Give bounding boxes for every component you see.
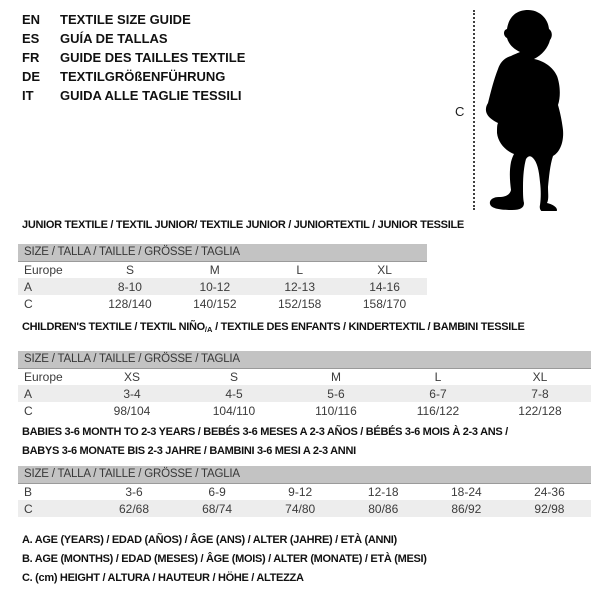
lang-row-en [22,10,245,29]
size-cell: 98/104 [113,403,151,418]
height-marker-line [473,10,475,210]
size-cell: 9-12 [288,484,313,499]
row-label: Europe [24,369,63,384]
babies-size-table [18,466,591,517]
size-cell: 152/158 [277,296,322,311]
language-title-block [22,10,245,105]
table-row [18,261,427,278]
size-cell: 3-6 [125,484,143,499]
table-title-babies [22,423,508,461]
size-cell: 12-13 [284,279,316,294]
size-cell: 6-7 [429,386,447,401]
title-line-2: BABYS 3-6 MONATE BIS 2-3 JAHRE / BAMBINI 3-6 MESI A 2-3 ANNI [22,445,356,457]
height-marker-label: C [455,104,465,119]
lang-row-es [22,29,245,48]
title-text: / TEXTILE DES ENFANTS / KINDERTEXTIL / BAMBINI TESSILE [212,321,525,333]
size-cell: 12-18 [367,484,399,499]
lang-code: ES [22,31,40,46]
lang-label: GUIDE DES TAILLES TEXTILE [60,50,246,65]
lang-label: GUÍA DE TALLAS [60,31,168,46]
lang-label: TEXTILE SIZE GUIDE [60,12,191,27]
legend [22,531,427,588]
size-cell: 140/152 [193,296,237,311]
lang-label: GUIDA ALLE TAGLIE TESSILI [60,88,242,103]
size-cell: 116/122 [416,403,460,418]
table-row [18,278,427,295]
baby-silhouette-icon [482,9,582,211]
size-cell: 128/140 [108,296,152,311]
table-title-children [22,318,525,339]
row-label: C [24,403,33,418]
table-row [18,500,591,517]
row-label: A [24,386,33,401]
size-cell: 7-8 [531,386,549,401]
size-cell: XL [377,262,392,277]
lang-row-fr [22,48,245,67]
size-cell: XS [124,369,141,384]
size-cell: 8-10 [117,279,142,294]
size-cell: XL [532,369,548,384]
size-cell: 6-9 [208,484,226,499]
size-cell: S [229,369,238,384]
size-cell: 158/170 [362,296,407,311]
size-header-bar: SIZE / TALLA / TAILLE / GRÖSSE / TAGLIA [18,351,591,368]
row-label: C [24,296,33,311]
size-cell: 18-24 [450,484,482,499]
size-cell: 68/74 [202,501,233,516]
lang-label: TEXTILGRÖßENFÜHRUNG [60,69,226,84]
size-cell: M [330,369,341,384]
table-row [18,368,591,385]
lang-code: IT [22,88,34,103]
size-cell: L [296,262,303,277]
legend-line-c: C. (cm) HEIGHT / ALTURA / HAUTEUR / HÖHE / ALTEZZA [22,572,304,584]
lang-code: FR [22,50,40,65]
size-cell: S [125,262,134,277]
size-cell: M [209,262,220,277]
row-label: C [24,501,33,516]
title-text: CHILDREN'S TEXTILE / TEXTIL NIÑO [22,321,205,333]
table-row [18,295,427,312]
row-label: A [24,279,33,294]
lang-row-de [22,67,245,86]
height-figure [440,0,600,230]
size-cell: 10-12 [199,279,231,294]
lang-code: EN [22,12,41,27]
table-row [18,385,591,402]
size-cell: 4-5 [225,386,243,401]
legend-line-b: B. AGE (MONTHS) / EDAD (MESES) / ÂGE (MOIS) / ALTER (MONATE) / ETÀ (MESI) [22,553,427,565]
table-title-junior: JUNIOR TEXTILE / TEXTIL JUNIOR/ TEXTILE JUNIOR / JUNIORTEXTIL / JUNIOR TESSILE [22,219,464,231]
title-line-1: BABIES 3-6 MONTH TO 2-3 YEARS / BEBÉS 3-6 MESES A 2-3 AÑOS / BÉBÉS 3-6 MOIS À 2-3 ANS / [22,426,508,438]
row-label: B [24,484,33,499]
row-label: Europe [24,262,63,277]
size-cell: 5-6 [327,386,345,401]
size-cell: 62/68 [119,501,150,516]
size-cell: 74/80 [285,501,316,516]
size-cell: 80/86 [368,501,399,516]
lang-code: DE [22,69,41,84]
size-cell: 104/110 [212,403,256,418]
size-header-bar: SIZE / TALLA / TAILLE / GRÖSSE / TAGLIA [18,244,427,261]
size-cell: L [434,369,442,384]
size-cell: 110/116 [315,403,357,418]
table-row [18,402,591,419]
size-cell: 92/98 [534,501,565,516]
children-size-table [18,351,591,419]
junior-size-table [18,244,427,312]
size-cell: 3-4 [123,386,141,401]
table-row [18,483,591,500]
title-subscript: /A [204,325,213,334]
size-cell: 86/92 [451,501,482,516]
size-header-bar: SIZE / TALLA / TAILLE / GRÖSSE / TAGLIA [18,466,591,483]
size-cell: 122/128 [518,403,562,418]
size-cell: 24-36 [534,484,565,499]
legend-line-a: A. AGE (YEARS) / EDAD (AÑOS) / ÂGE (ANS) / ALTER (JAHRE) / ETÀ (ANNI) [22,534,397,546]
lang-row-it [22,86,245,105]
size-cell: 14-16 [369,279,400,294]
